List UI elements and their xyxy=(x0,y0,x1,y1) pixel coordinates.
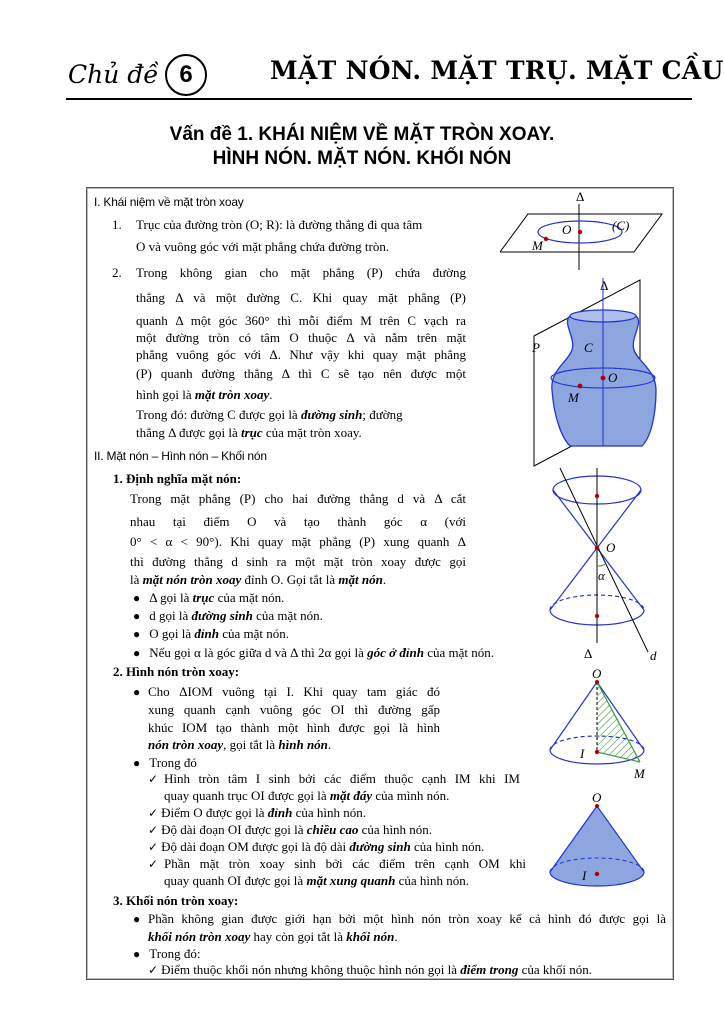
figure-solid-cone xyxy=(540,790,670,892)
fig4-m-label: M xyxy=(634,766,645,781)
cone-title: 2. Hình nón tròn xoay: xyxy=(113,664,240,679)
cone-line: khúc IOM tạo thành một hình được gọi là hình xyxy=(148,720,440,735)
item2-number: 2. xyxy=(112,265,122,280)
fig5-i-label: I xyxy=(582,868,587,883)
item2-line: phẳng vuông góc với Δ. Như vậy khi quay mặt phẳng xyxy=(136,347,466,362)
fig4-i-label: I xyxy=(580,746,585,761)
section2-heading: II. Mặt nón – Hình nón – Khối nón xyxy=(94,449,267,463)
check-mark: ✓ xyxy=(148,772,159,786)
definition-bullet: ● Nếu gọi α là góc giữa d và Δ thì 2α gọi là góc ở đỉnh của mặt nón. xyxy=(133,645,494,660)
section-subtitle-line1: Vấn đề 1. KHÁI NIỆM VỀ MẶT TRÒN XOAY. xyxy=(169,124,555,145)
cone-line: Cho ΔIOM vuông tại I. Khi quay tam giác đó xyxy=(148,684,440,699)
item2-line: Trong không gian cho mặt phẳng (P) chứa đường xyxy=(136,265,466,280)
check-item: ✓ Độ dài đoạn OI được gọi là chiều cao của hình nón. xyxy=(148,822,433,837)
fig3-alpha-label: α xyxy=(598,568,605,583)
header-rule xyxy=(66,98,692,100)
cone-bullet-marker: ● xyxy=(133,685,141,699)
definition-bullet: ● O gọi là đỉnh của mặt nón. xyxy=(133,626,290,641)
item2-line: thẳng Δ và một đường C. Khi quay mặt phẳng (P) xyxy=(136,290,466,305)
chapter-label: Chủ đề xyxy=(68,60,159,89)
check-item: ✓ Điểm O được gọi là đỉnh của hình nón. xyxy=(148,805,367,820)
fig2-o-label: O xyxy=(608,370,618,385)
check-line: Phần mặt tròn xoay sinh bởi các điểm trên cạnh OM khi xyxy=(164,856,526,871)
definition-line: Trong mặt phẳng (P) cho hai đường thẳng d và Δ cắt xyxy=(130,491,466,506)
cone-line: xung quanh cạnh vuông góc OI thì đường gấp xyxy=(148,702,440,717)
fig4-o-label: O xyxy=(592,668,602,681)
check-item: ✓ Độ dài đoạn OM được gọi là độ dài đường sinh của hình nón. xyxy=(148,839,485,854)
definition-line: 0° < α < 90°). Khi quay mặt phẳng (P) xung quanh Δ xyxy=(130,534,466,549)
section-subtitle-line2: HÌNH NÓN. MẶT NÓN. KHỐI NÓN xyxy=(212,148,512,169)
item1-line2: O và vuông góc với mặt phẳng chứa đường tròn. xyxy=(136,239,390,254)
solid-bullet-marker: ● xyxy=(133,912,141,926)
fig2-m-label: M xyxy=(568,390,579,405)
definition-last-line: là mặt nón tròn xoay đỉnh O. Gọi tắt là mặt nón. xyxy=(130,572,387,587)
check-mark: ✓ xyxy=(148,857,159,871)
figure-double-cone xyxy=(540,468,690,668)
fig2-delta-label: Δ xyxy=(600,278,609,293)
definition-line: thì đường thẳng d sinh ra một mặt tròn xoay được gọi xyxy=(130,554,466,569)
definition-bullet: ● Δ gọi là trục của mặt nón. xyxy=(133,590,285,605)
solid-line1: Phần không gian được giới hạn bởi một hình nón tròn xoay kể cả hình đó được gọi là xyxy=(148,911,666,926)
solid-check: ✓ Điểm thuộc khối nón nhưng không thuộc hình nón gọi là điểm trong của khối nón. xyxy=(148,962,593,977)
fig2-c-label: C xyxy=(584,340,593,355)
cone-last-line: nón tròn xoay, gọi tắt là hình nón. xyxy=(148,737,332,752)
chapter-number-badge: 6 xyxy=(165,54,207,96)
item2-last-line: hình gọi là mặt tròn xoay. xyxy=(136,387,273,402)
fig2-p-label: P xyxy=(532,340,540,355)
fig3-d-label: d xyxy=(650,648,657,663)
solid-title: 3. Khối nón tròn xoay: xyxy=(113,893,239,908)
figure-cone-triangle xyxy=(540,668,670,786)
fig3-o-label: O xyxy=(606,540,616,555)
fig1-m-label: M xyxy=(532,238,543,253)
definition-bullet: ● d gọi là đường sinh của mặt nón. xyxy=(133,608,323,623)
note-line1: Trong đó: đường C được gọi là đường sinh; đường xyxy=(136,407,403,422)
chapter-title: MẶT NÓN. MẶT TRỤ. MẶT CẦU xyxy=(270,56,724,85)
definition-line: nhau tại điểm O và tạo thành góc α (với xyxy=(130,514,466,529)
check-line: quay quanh OI được gọi là mặt xung quanh của hình nón. xyxy=(164,873,469,888)
solid-bullet-2: ● Trong đó: xyxy=(133,946,201,961)
fig1-c-label: (C) xyxy=(612,218,630,233)
item1-line1: Trục của đường tròn (O; R): là đường thẳng đi qua tâm xyxy=(136,217,423,232)
definition-title: 1. Định nghĩa mặt nón: xyxy=(113,471,242,486)
section1-heading: I. Khái niệm về mặt tròn xoay xyxy=(94,195,244,209)
fig5-o-label: O xyxy=(592,790,602,805)
fig1-o-label: O xyxy=(562,222,572,237)
check-line: Hình tròn tâm I sinh bởi các điểm thuộc cạnh IM khi IM xyxy=(164,771,520,786)
solid-line2: khối nón tròn xoay hay còn gọi tắt là khối nón. xyxy=(148,929,398,944)
cone-bullet-2: ● Trong đó xyxy=(133,755,197,770)
item2-line: (P) quanh đường thẳng Δ thì C sẽ tạo nên được một xyxy=(136,366,466,381)
note-line2: thẳng Δ được gọi là trục của mặt tròn xoay. xyxy=(136,425,362,440)
item2-line: một đường tròn có tâm O thuộc Δ và nằm trên mặt xyxy=(136,330,466,345)
figure-circle-axis xyxy=(500,188,670,270)
fig3-delta-label: Δ xyxy=(584,646,593,661)
fig1-delta-label: Δ xyxy=(576,189,585,204)
figure-vase-surface xyxy=(528,278,670,468)
item2-line: quanh Δ một góc 360° thì mỗi điểm M trên C vạch ra xyxy=(136,313,466,328)
item1-number: 1. xyxy=(112,217,122,232)
check-line: quay quanh trục OI được gọi là mặt đáy của mình nón. xyxy=(164,788,450,803)
